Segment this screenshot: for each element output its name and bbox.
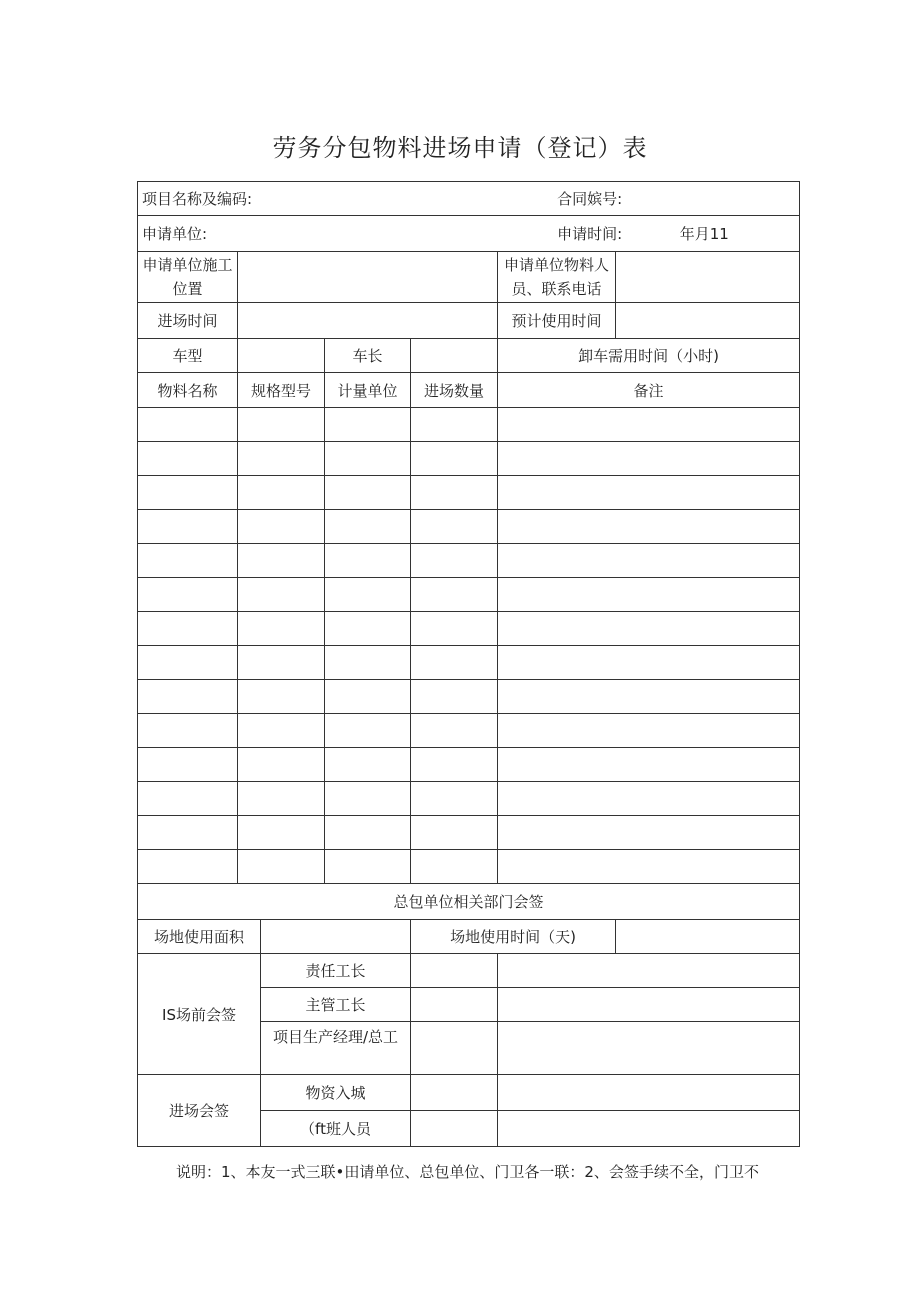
material-cell-unit[interactable] xyxy=(325,850,411,884)
expected-time-field[interactable] xyxy=(616,303,800,339)
pre-entry-sign-2b[interactable] xyxy=(498,988,800,1022)
material-row xyxy=(138,476,800,510)
material-cell-unit[interactable] xyxy=(325,578,411,612)
material-cell-unit[interactable] xyxy=(325,408,411,442)
col-spec: 规格型号 xyxy=(238,373,325,408)
material-cell-remark[interactable] xyxy=(498,816,800,850)
col-material-name: 物料名称 xyxy=(138,373,238,408)
material-cell-qty[interactable] xyxy=(411,510,498,544)
material-cell-unit[interactable] xyxy=(325,816,411,850)
material-cell-name[interactable] xyxy=(138,680,238,714)
pre-entry-item-1: 责任工长 xyxy=(261,954,411,988)
material-cell-qty[interactable] xyxy=(411,816,498,850)
apply-date: 年月11 xyxy=(679,225,729,243)
material-row xyxy=(138,850,800,884)
material-cell-unit[interactable] xyxy=(325,476,411,510)
material-cell-name[interactable] xyxy=(138,816,238,850)
material-cell-spec[interactable] xyxy=(238,476,325,510)
col-unit: 计量单位 xyxy=(325,373,411,408)
material-cell-remark[interactable] xyxy=(498,578,800,612)
material-cell-qty[interactable] xyxy=(411,782,498,816)
material-cell-unit[interactable] xyxy=(325,442,411,476)
material-cell-qty[interactable] xyxy=(411,442,498,476)
material-cell-unit[interactable] xyxy=(325,646,411,680)
material-cell-spec[interactable] xyxy=(238,816,325,850)
material-cell-qty[interactable] xyxy=(411,714,498,748)
entry-item-1: 物资入城 xyxy=(261,1075,411,1111)
material-cell-name[interactable] xyxy=(138,442,238,476)
material-row xyxy=(138,748,800,782)
vehicle-type-field[interactable] xyxy=(238,339,325,373)
material-cell-name[interactable] xyxy=(138,578,238,612)
material-row xyxy=(138,816,800,850)
material-cell-name[interactable] xyxy=(138,544,238,578)
material-cell-name[interactable] xyxy=(138,510,238,544)
apply-time-group xyxy=(557,223,797,244)
material-cell-name[interactable] xyxy=(138,476,238,510)
col-remark: 备注 xyxy=(498,373,800,408)
location-row xyxy=(138,252,800,303)
apply-time-label: 申请时间: xyxy=(557,225,623,243)
material-cell-qty[interactable] xyxy=(411,578,498,612)
vehicle-length-label: 车长 xyxy=(325,339,411,373)
material-cell-remark[interactable] xyxy=(498,782,800,816)
material-cell-spec[interactable] xyxy=(238,510,325,544)
material-cell-spec[interactable] xyxy=(238,544,325,578)
material-cell-remark[interactable] xyxy=(498,612,800,646)
signoff-title-row xyxy=(138,884,800,920)
form-title: 劳务分包物料进场申请（登记）表 xyxy=(272,134,648,162)
material-cell-spec[interactable] xyxy=(238,408,325,442)
material-cell-name[interactable] xyxy=(138,748,238,782)
material-cell-qty[interactable] xyxy=(411,612,498,646)
pre-entry-sign-3b[interactable] xyxy=(498,1022,800,1075)
pre-entry-item-2: 主管工长 xyxy=(261,988,411,1022)
material-row xyxy=(138,646,800,680)
pre-entry-sign-3a[interactable] xyxy=(411,1022,498,1075)
applicant-label: 申请单位: xyxy=(142,225,208,243)
material-cell-name[interactable] xyxy=(138,850,238,884)
material-cell-qty[interactable] xyxy=(411,476,498,510)
vehicle-type-label: 车型 xyxy=(138,339,238,373)
material-row xyxy=(138,442,800,476)
material-cell-remark[interactable] xyxy=(498,510,800,544)
entry-item-2: （ft班人员 xyxy=(261,1111,411,1147)
entry-row-1 xyxy=(138,1075,800,1111)
contract-label: 合同嫔号: xyxy=(557,190,623,208)
material-cell-unit[interactable] xyxy=(325,544,411,578)
duration-field[interactable] xyxy=(616,920,800,954)
vehicle-row xyxy=(138,339,800,373)
material-row xyxy=(138,714,800,748)
material-cell-spec[interactable] xyxy=(238,612,325,646)
material-cell-remark[interactable] xyxy=(498,680,800,714)
entry-time-field[interactable] xyxy=(238,303,498,339)
material-cell-unit[interactable] xyxy=(325,680,411,714)
material-cell-unit[interactable] xyxy=(325,714,411,748)
entry-label: 进场会签 xyxy=(138,1075,261,1147)
material-cell-spec[interactable] xyxy=(238,782,325,816)
expected-time-label: 预计使用时间 xyxy=(498,303,616,339)
contact-field[interactable] xyxy=(616,252,800,303)
material-cell-qty[interactable] xyxy=(411,850,498,884)
location-field[interactable] xyxy=(238,252,498,303)
material-cell-qty[interactable] xyxy=(411,408,498,442)
material-row xyxy=(138,408,800,442)
material-cell-spec[interactable] xyxy=(238,578,325,612)
time-row xyxy=(138,303,800,339)
material-cell-qty[interactable] xyxy=(411,680,498,714)
material-cell-spec[interactable] xyxy=(238,748,325,782)
material-cell-name[interactable] xyxy=(138,782,238,816)
material-cell-name[interactable] xyxy=(138,408,238,442)
location-label: 申请单位施工位置 xyxy=(138,252,238,303)
entry-sign-2b[interactable] xyxy=(498,1111,800,1147)
material-cell-unit[interactable] xyxy=(325,612,411,646)
material-cell-remark[interactable] xyxy=(498,544,800,578)
material-cell-spec[interactable] xyxy=(238,646,325,680)
material-row xyxy=(138,578,800,612)
material-row xyxy=(138,544,800,578)
unload-time-label: 卸车需用时间（小时) xyxy=(498,339,800,373)
pre-entry-row-1 xyxy=(138,954,800,988)
area-label: 场地使用面积 xyxy=(138,920,261,954)
material-cell-spec[interactable] xyxy=(238,850,325,884)
material-cell-remark[interactable] xyxy=(498,850,800,884)
applicant-row xyxy=(138,216,800,252)
vehicle-length-field[interactable] xyxy=(411,339,498,373)
area-row xyxy=(138,920,800,954)
material-row xyxy=(138,782,800,816)
duration-label: 场地使用时间（天) xyxy=(411,920,616,954)
pre-entry-label: IS场前会签 xyxy=(138,954,261,1075)
material-cell-name[interactable] xyxy=(138,646,238,680)
signoff-title: 总包单位相关部门会签 xyxy=(138,884,800,920)
material-cell-name[interactable] xyxy=(138,714,238,748)
project-label: 项目名称及编码: xyxy=(142,190,253,208)
col-quantity: 进场数量 xyxy=(411,373,498,408)
pre-entry-sign-2a[interactable] xyxy=(411,988,498,1022)
contact-label: 申请单位物料人员、联系电话 xyxy=(498,252,616,303)
material-cell-spec[interactable] xyxy=(238,680,325,714)
material-entry-form xyxy=(137,181,800,1147)
material-cell-spec[interactable] xyxy=(238,714,325,748)
entry-sign-1b[interactable] xyxy=(498,1075,800,1111)
pre-entry-item-3: 项目生产经理/总工 xyxy=(261,1022,411,1075)
material-row xyxy=(138,680,800,714)
material-cell-remark[interactable] xyxy=(498,646,800,680)
material-cell-remark[interactable] xyxy=(498,748,800,782)
entry-sign-2a[interactable] xyxy=(411,1111,498,1147)
material-cell-remark[interactable] xyxy=(498,442,800,476)
material-cell-remark[interactable] xyxy=(498,408,800,442)
pre-entry-sign-1b[interactable] xyxy=(498,954,800,988)
material-cell-remark[interactable] xyxy=(498,714,800,748)
area-field[interactable] xyxy=(261,920,411,954)
entry-sign-1a[interactable] xyxy=(411,1075,498,1111)
column-header-row xyxy=(138,373,800,408)
pre-entry-sign-1a[interactable] xyxy=(411,954,498,988)
material-cell-remark[interactable] xyxy=(498,476,800,510)
material-cell-qty[interactable] xyxy=(411,544,498,578)
footer-note: 说明：1、本友一式三联•田请单位、总包单位、门卫各一联：2、会签手续不全，门卫不 xyxy=(176,1163,759,1181)
material-cell-unit[interactable] xyxy=(325,510,411,544)
material-cell-unit[interactable] xyxy=(325,748,411,782)
material-row xyxy=(138,612,800,646)
material-cell-spec[interactable] xyxy=(238,442,325,476)
material-cell-unit[interactable] xyxy=(325,782,411,816)
entry-time-label: 进场时间 xyxy=(138,303,238,339)
material-cell-name[interactable] xyxy=(138,612,238,646)
material-cell-qty[interactable] xyxy=(411,646,498,680)
project-row xyxy=(138,182,800,216)
material-cell-qty[interactable] xyxy=(411,748,498,782)
material-row xyxy=(138,510,800,544)
